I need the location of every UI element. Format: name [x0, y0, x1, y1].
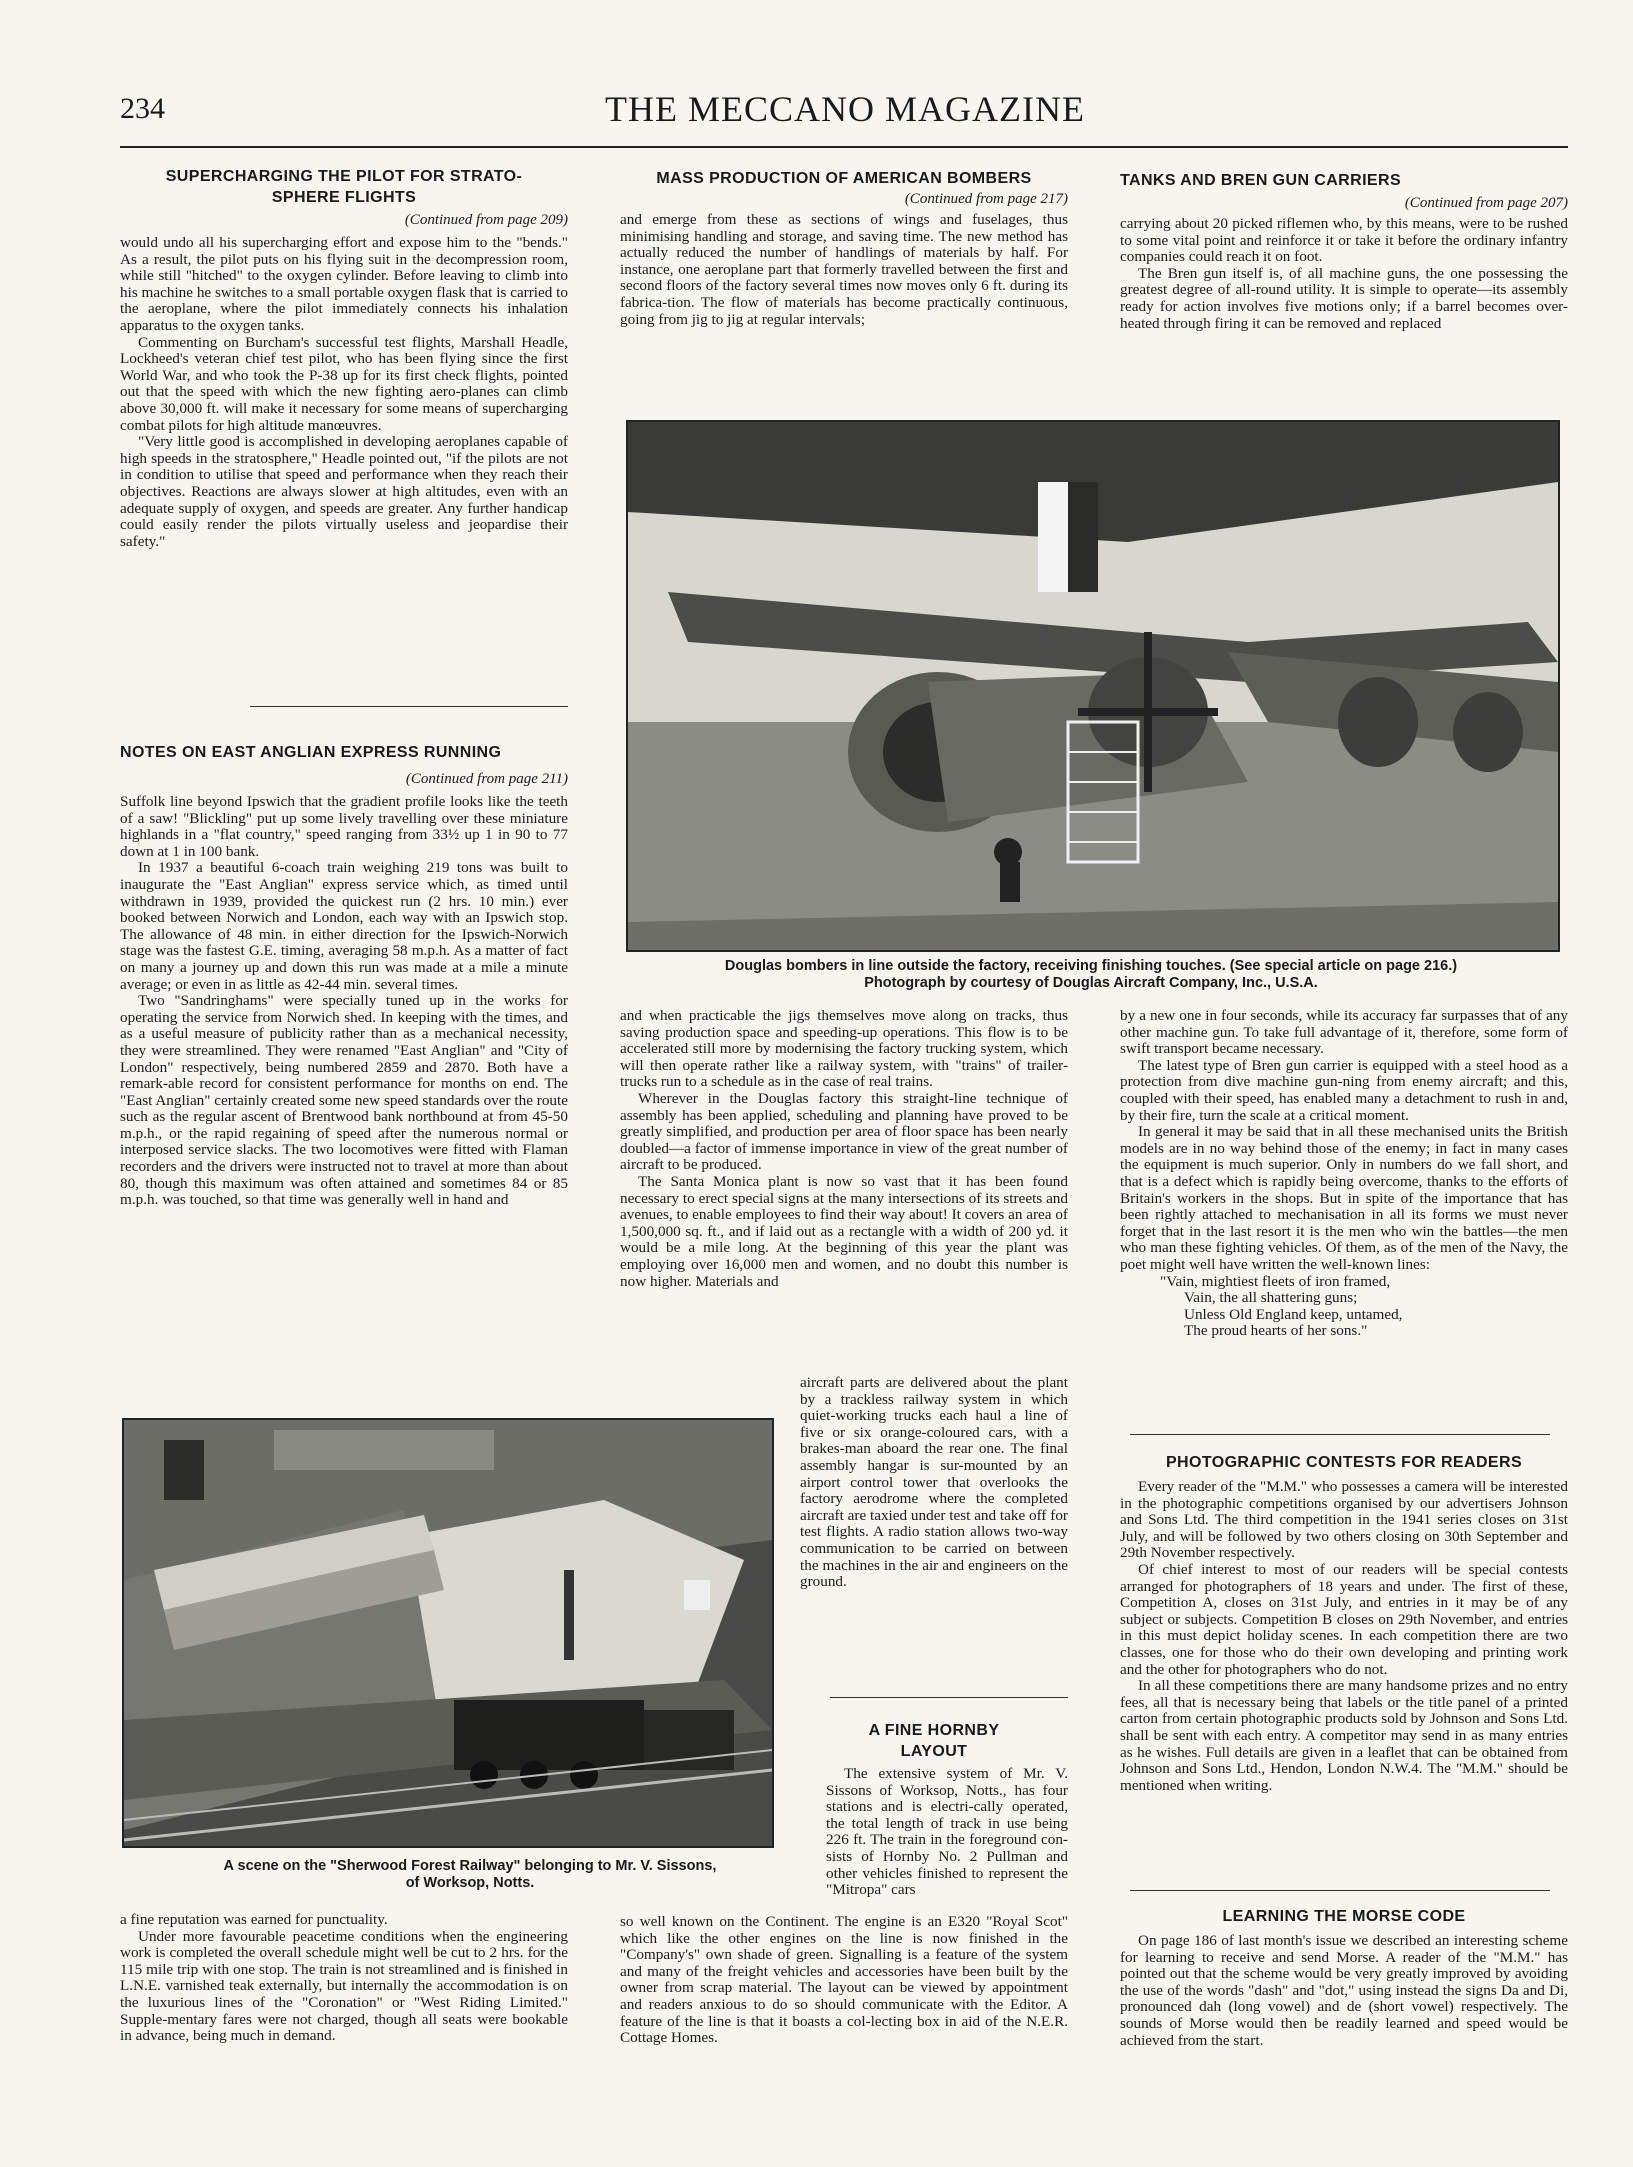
paragraph: Wherever in the Douglas factory this straight-line technique of assembly has been applied, scheduling and planning have proved to be greatly simplified, and production per area of floor space has been nearly doubled—a factor of immense importance in view of the great number of aircraft to be produced.: [620, 1089, 1068, 1174]
paragraph: would undo all his supercharging effort and expose him to the "bends." As a result, the pilot puts on his flying suit in the decompression room, while still "hitched" to the oxygen cylinder. Before leaving to climb into his machine he switches to a small portable oxygen flask that is carried to the aeroplane, where the pilot immediately connects his inhalation apparatus to the oxygen tanks.: [120, 234, 568, 334]
paragraph: The latest type of Bren gun carrier is equipped with a steel hood as a protection from dive machine gun-ning from enemy aircraft; and this, coupled with their speed, has enabled many a detachment to rush in and, by their fire, turn the scale at a critical moment.: [1120, 1056, 1568, 1124]
continued-note: (Continued from page 207): [1404, 195, 1568, 211]
page-header: [120, 88, 1570, 138]
column-divider: [1130, 1434, 1550, 1435]
paragraph: Suffolk line beyond Ipswich that the gradient profile looks like the teeth of a saw! "Blickling" put up some lively travelling over these miniature highlands in a "flat country," speed ranging from 33½ up 1 in 90 to 77 down at 1 in 100 bank.: [120, 793, 568, 860]
paragraph: In general it may be said that in all these mechanised units the British models are in no way behind those of the enemy; in fact in many cases the equipment is much superior. Only in numbers do we fall short, and that is a defect which is rapidly being overcome, thanks to the efforts of Britain's workers in the shops. But in spite of the importance that has been rightly attached to mechanisation in all its forms we must never forget that in the last resort it is the men who win the battles—the men who man these fighting vehicles. Of them, as of the men of the Navy, the poet might well have written the well-known lines:: [1120, 1123, 1568, 1273]
article-bombers-continued: [620, 1008, 1068, 1290]
paragraph: The Bren gun itself is, of all machine guns, the one possessing the greatest degree of all-round utility. It is simple to operate—its assembly ready for action involves five motions only; if a barrel becomes over-heated through firing it can be removed and replaced: [1120, 264, 1568, 332]
article-tanks-continued: [1120, 1008, 1568, 1340]
railway-photo-image: [124, 1420, 772, 1846]
header-rule: [120, 146, 1568, 148]
article-hornby-heading: [800, 1720, 1068, 1762]
magazine-title: THE MECCANO MAGAZINE: [605, 89, 1085, 129]
paragraph: In all these competitions there are many handsome prizes and no entry fees, all that is necessary being that labels or the title panel of a printed carton from certain photographic products sold by Johnson and Sons Ltd. shall be sent with each entry. A competitor may send in as many entries as he wishes. Full details are given in a leaflet that can be obtained from Johnson and Sons Ltd., Hendon, London N.W.4. The "M.M." should be mentioned when writing.: [1120, 1677, 1568, 1794]
railway-layout-photo: [122, 1418, 774, 1848]
caption-line: A scene on the "Sherwood Forest Railway" belonging to Mr. V. Sissons,: [223, 1858, 717, 1874]
column-divider: [250, 706, 568, 707]
paragraph: Under more favourable peacetime conditions when the engineering work is completed the overall schedule might well be cut to 2 hrs. for the 115 mile trip with one stop. The train is not streamlined and is finished in L.N.E. varnished teak externally, but internally the accommodation is on the luxurious lines of the "Coronation" or "West Riding Limited." Supple-mentary fares were not charged, though all seats were bookable in advance, being much in demand.: [120, 1927, 568, 2045]
verse-line: "Vain, mightiest fleets of iron framed,: [1160, 1272, 1391, 1290]
verse-line: Vain, the all shattering guns;: [1184, 1289, 1358, 1307]
continued-note: (Continued from page 217): [904, 191, 1068, 207]
paragraph: The Santa Monica plant is now so vast that it has been found necessary to erect special signs at the many intersections of its streets and avenues, to enable employees to find their way about! It covers an area of 1,500,000 sq. ft., and if laid out as a rectangle with a width of 200 yd. it would be a mile long. At the beginning of this year the plant was employing over 16,000 men and women, and no doubt this number is now higher. Materials and: [620, 1172, 1068, 1290]
verse-line: Unless Old England keep, untamed,: [1184, 1305, 1403, 1323]
article-supercharging: [120, 166, 568, 550]
article-heading: MASS PRODUCTION OF AMERICAN BOMBERS: [656, 170, 1032, 187]
article-east-anglian-continued: [120, 1912, 568, 2045]
caption-line: Photograph by courtesy of Douglas Aircraft Company, Inc., U.S.A.: [864, 975, 1318, 991]
continued-note: (Continued from page 211): [405, 771, 568, 787]
paragraph: On page 186 of last month's issue we described an interesting scheme for learning to receive and send Morse. A reader of the "M.M." has pointed out that the scheme would be very greatly improved by avoiding the use of the words "dash" and "dot," using instead the signs Da and Di, pronounced dah (long vowel) and de (short vowel) respectively. The sounds of Morse would then be readily learned and speed would be achieved from the start.: [1120, 1932, 1568, 2049]
paragraph: Two "Sandringhams" were specially tuned up in the works for operating the service from Norwich shed. In keeping with the times, and as a useful measure of publicity rather than as a mechanical necessity, they were streamlined. They were renamed "East Anglian" and "City of London" respectively, being numbered 2859 and 2870. Both have a remark-able record for consistent performance for months on end. The "East Anglian" certainly created some new speed standards over the route such as the regular ascent of Brentwood bank northbound at from 45-50 m.p.h., or the rapid regaining of speed after the numerous normal or interposed service slacks. The two locomotives were fitted with Flaman recorders and the drivers were instructed not to travel at more than about 80, though this maximum was often attained and sometimes 84 or 85 m.p.h. was touched, so that time was generally well in hand and: [120, 992, 568, 1209]
paragraph: carrying about 20 picked riflemen who, by this means, were to be rushed to some vital point and reinforce it or take it before the ordinary infantry companies could reach it on foot.: [1120, 215, 1568, 266]
article-heading: LEARNING THE MORSE CODE: [1222, 1908, 1466, 1925]
paragraph: Every reader of the "M.M." who possesses a camera will be interested in the photographic competitions organised by our advertisers Johnson and Sons Ltd. The third competition in the 1941 series closes on 31st July, and will be followed by two others closing on 30th September and 29th November respectively.: [1120, 1478, 1568, 1562]
article-east-anglian: [120, 742, 568, 1209]
page-number: 234: [120, 92, 165, 125]
paragraph: "Very little good is accomplished in developing aeroplanes capable of high speeds in the stratosphere," Headle pointed out, "if the pilots are not in condition to utilise that speed and performance when they reach their objectives. Reactions are always slower at high altitudes, even with an adequate supply of oxygen, and speeds are greater. Any further handicap could easily render the pilots virtually useless and jeopardise their safety.": [120, 433, 568, 550]
paragraph: and emerge from these as sections of wings and fuselages, thus minimising handling and storage, and saving time. The new method has actually reduced the number of handlings of materials by half. For instance, one aeroplane part that formerly travelled between the first and second floors of the factory several times now moves only 6 ft. during its fabrica-tion. The flow of materials has become practically continuous, going from jig to jig at regular intervals;: [620, 211, 1068, 328]
article-hornby-wide: [620, 1914, 1068, 2047]
railway-photo-caption: [100, 1858, 840, 1892]
article-heading: NOTES ON EAST ANGLIAN EXPRESS RUNNING: [120, 744, 502, 761]
paragraph: Commenting on Burcham's successful test flights, Marshall Headle, Lockheed's veteran chief test pilot, who has been flying since the first World War, and who took the P-38 up for its first check flights, pointed out that the speed with which the new fighting aero-planes can climb above 30,000 ft. will make it necessary for some means of supercharging combat pilots for high altitude manœuvres.: [120, 333, 568, 434]
article-bombers-narrow: [800, 1375, 1068, 1591]
article-heading: SUPERCHARGING THE PILOT FOR STRATO-SPHERE FLIGHTS: [165, 168, 523, 206]
column-divider: [1130, 1890, 1550, 1891]
paragraph: by a new one in four seconds, while its accuracy far surpasses that of any other machine gun. To take full advantage of it, therefore, some form of swift transport became necessary.: [1120, 1007, 1568, 1058]
continued-note: (Continued from page 209): [404, 212, 568, 228]
article-tanks: [1120, 170, 1568, 332]
column-divider: [830, 1697, 1068, 1698]
article-photographic-contests: [1120, 1452, 1568, 1794]
article-hornby-narrow: [826, 1766, 1068, 1899]
article-heading: A FINE HORNBY: [868, 1722, 1000, 1739]
paragraph: aircraft parts are delivered about the plant by a trackless railway system in which quiet-working trucks each haul a line of five or six orange-coloured cars, with a brakes-man aboard the rear one. The final assembly hangar is sur-mounted by an airport control tower that overlooks the factory aerodrome where the completed aircraft are taxied under test and take off for test flights. A radio station allows two-way communication to be carried on between the machines in the air and engineers on the ground.: [800, 1374, 1068, 1591]
article-morse-code: [1120, 1906, 1568, 2049]
douglas-bombers-photo: [626, 420, 1560, 952]
paragraph: a fine reputation was earned for punctuality.: [120, 1911, 388, 1928]
caption-line: of Worksop, Notts.: [405, 1875, 535, 1891]
article-bombers: [620, 168, 1068, 328]
paragraph: and when practicable the jigs themselves move along on tracks, thus saving production space and speeding-up operations. This flow is to be accelerated still more by modernising the factory trucking system, which will then operate rather like a railway system, with "trains" of trailer-trucks run to a schedule as in the case of real trains.: [620, 1007, 1068, 1091]
paragraph: The extensive system of Mr. V. Sissons of Worksop, Notts., has four stations and is electri-cally operated, the total length of track in use being 226 ft. The train in the foreground con-sists of Hornby No. 2 Pullman and other vehicles finished to represent the "Mitropa" cars: [826, 1765, 1068, 1899]
article-heading: PHOTOGRAPHIC CONTESTS FOR READERS: [1165, 1454, 1523, 1471]
bomber-photo-image: [628, 422, 1558, 950]
verse-line: The proud hearts of her sons.": [1184, 1322, 1368, 1340]
bomber-photo-caption: [626, 958, 1556, 992]
article-heading: TANKS AND BREN GUN CARRIERS: [1120, 172, 1402, 189]
article-heading: LAYOUT: [900, 1743, 968, 1760]
paragraph: so well known on the Continent. The engine is an E320 "Royal Scot" which like the other engines on the line is now finished in the "Company's" own shade of green. Signalling is a feature of the system and many of the freight vehicles and accessories have been built by the owner from scrap material. The layout can be viewed by appointment and readers anxious to do so should communicate with the Editor. A feature of the line is that it boasts a col-lecting box in aid of the N.E.R. Cottage Homes.: [620, 1913, 1068, 2047]
caption-line: Douglas bombers in line outside the factory, receiving finishing touches. (See special article on page 216.): [724, 958, 1458, 974]
paragraph: Of chief interest to most of our readers will be special contests arranged for photographers of 18 years and under. The first of these, Competition A, closes on 31st July, and entries in it may be of any subject or subjects. Competition B closes on 29th November, and entries in this must depict holiday scenes. In each competition there are two classes, one for those who do their own developing and printing work and the other for photographers who do not.: [1120, 1560, 1568, 1678]
paragraph: In 1937 a beautiful 6-coach train weighing 219 tons was built to inaugurate the "East Anglian" express service which, as timed until withdrawn in 1939, provided the quickest run (2 hrs. 10 min.) ever booked between Norwich and London, each way with an Ipswich stop. The allowance of 48 min. in either direction for the Ipswich-Norwich stage was the fastest G.E. timing, averaging 58 m.p.h. As a matter of fact on many a journey up and down this run was made at a mile a minute average; or even in as little as 42-44 min. several times.: [120, 859, 568, 993]
